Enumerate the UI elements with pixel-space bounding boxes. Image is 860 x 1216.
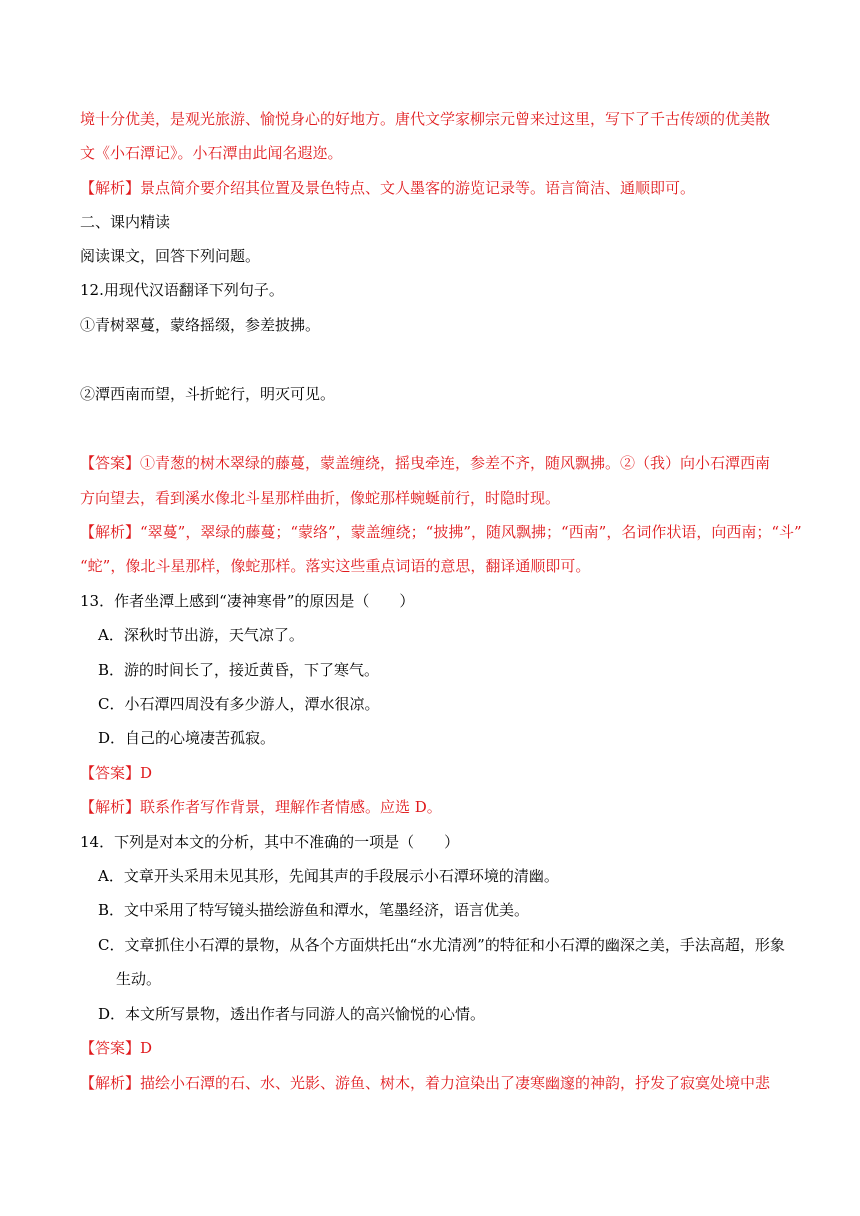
question-13: 13．作者坐潭上感到“凄神寒骨”的原因是（ ） [80, 592, 415, 610]
question-12-sentence-2: ②潭西南而望，斗折蛇行，明灭可见。 [80, 385, 336, 403]
question-12-sentence-1: ①青树翠蔓，蒙络摇缀，参差披拂。 [80, 316, 321, 334]
intro-paragraph-line-2: 文《小石潭记》。小石潭由此闻名遐迩。 [80, 144, 343, 162]
question-14-option-d: D．本文所写景物，透出作者与同游人的高兴愉悦的心情。 [98, 1005, 486, 1023]
question-14-option-b: B．文中采用了特写镜头描绘游鱼和潭水，笔墨经济，语言优美。 [98, 901, 530, 919]
analysis-14: 【解析】描绘小石潭的石、水、光影、游鱼、树木，着力渲染出了凄寒幽邃的神韵，抒发了寂寞处境中悲 [80, 1074, 771, 1092]
instruction: 阅读课文，回答下列问题。 [80, 247, 261, 265]
answer-13: 【答案】D [80, 764, 153, 782]
question-14: 14．下列是对本文的分析，其中不准确的一项是（ ） [80, 833, 460, 851]
question-14-option-c-line-2: 生动。 [116, 970, 162, 988]
question-13-option-b: B．游的时间长了，接近黄昏，下了寒气。 [98, 661, 380, 679]
answer-12-line-1: 【答案】①青葱的树木翠绿的藤蔓，蒙盖缠绕，摇曳牵连，参差不齐，随风飘拂。②（我）向小石潭西南 [80, 454, 771, 472]
question-12: 12.用现代汉语翻译下列句子。 [80, 281, 284, 299]
analysis-12-line-1: 【解析】“翠蔓”，翠绿的藤蔓；“蒙络”，蒙盖缠绕；“披拂”，随风飘拂；“西南”，名词作状语，向西南；“斗” [80, 523, 802, 541]
question-13-option-a: A．深秋时节出游，天气凉了。 [98, 626, 304, 644]
answer-14: 【答案】D [80, 1039, 153, 1057]
answer-12-line-2: 方向望去，看到溪水像北斗星那样曲折，像蛇那样蜿蜒前行，时隐时现。 [80, 489, 561, 507]
intro-paragraph-line-1: 境十分优美，是观光旅游、愉悦身心的好地方。唐代文学家柳宗元曾来过这里，写下了千古传颂的优美散 [80, 110, 771, 128]
question-14-option-c-line-1: C．文章抓住小石潭的景物，从各个方面烘托出“水尤清冽”的特征和小石潭的幽深之美，手法高超，形象 [98, 936, 785, 954]
analysis-11: 【解析】景点简介要介绍其位置及景色特点、文人墨客的游览记录等。语言简洁、通顺即可。 [80, 179, 696, 197]
question-13-option-d: D．自己的心境凄苦孤寂。 [98, 729, 276, 747]
section-heading: 二、课内精读 [80, 213, 171, 231]
question-13-option-c: C．小石潭四周没有多少游人，潭水很凉。 [98, 695, 380, 713]
analysis-12-line-2: “蛇”，像北斗星那样，像蛇那样。落实这些重点词语的意思，翻译通顺即可。 [80, 557, 591, 575]
analysis-13: 【解析】联系作者写作背景，理解作者情感。应选 D。 [80, 798, 442, 816]
question-14-option-a: A．文章开头采用未见其形，先闻其声的手段展示小石潭环境的清幽。 [98, 867, 559, 885]
